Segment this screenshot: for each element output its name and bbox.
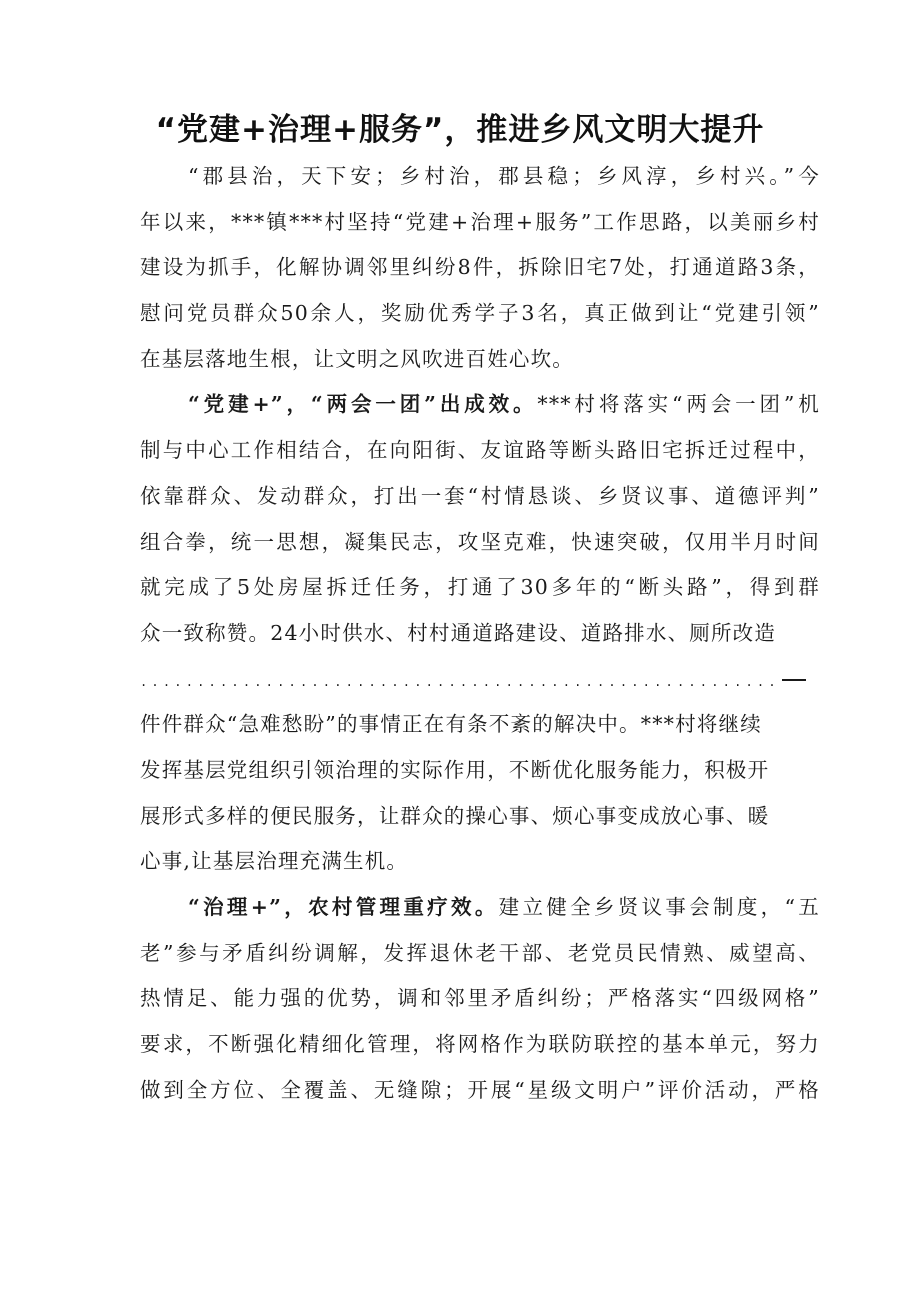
text-line: 展形式多样的便民服务，让群众的操心事、烦心事变成放心事、暖 — [140, 803, 770, 828]
paragraph-party-building — [140, 382, 820, 885]
text-line: 老”参与矛盾纠纷调解，发挥退休老干部、老党员民情熟、威望高、 — [140, 940, 820, 965]
text-line: 制与中心工作相结合，在向阳街、友谊路等断头路旧宅拆迁过程中， — [140, 438, 820, 463]
dash-mark — [782, 679, 806, 681]
text-line — [140, 382, 820, 428]
text-line: 就完成了5处房屋拆迁任务，打通了30多年的“断头路”，得到群 — [140, 575, 820, 600]
dot-leader: ........................................................ — [140, 674, 780, 689]
document-title: “党建+治理+服务”，推进乡风文明大提升 — [155, 112, 765, 148]
text-line: 慰问党员群众50余人，奖励优秀学子3名，真正做到让“党建引领” — [140, 301, 820, 326]
paragraph-heading: “治理+”，农村管理重疗效。 — [188, 895, 499, 919]
text-run: ***村将落实“两会一团”机 — [537, 392, 820, 417]
text-line: 心事,让基层治理充满生机。 — [140, 849, 409, 874]
text-line: 件件群众“急难愁盼”的事情正在有条不紊的解决中。***村将继续 — [140, 712, 762, 737]
text-line: 建设为抓手，化解协调邻里纠纷8件，拆除旧宅7处，打通道路3条， — [140, 255, 820, 280]
paragraph-heading: “党建+”，“两会一团”出成效。 — [188, 392, 538, 417]
text-line: 热情足、能力强的优势，调和邻里矛盾纠纷；严格落实“四级网格” — [140, 986, 820, 1011]
text-line: 组合拳，统一思想，凝集民志，攻坚克难，快速突破，仅用半月时间 — [140, 529, 820, 554]
text-line: 年以来，***镇***村坚持“党建+治理+服务”工作思路，以美丽乡村 — [140, 209, 820, 234]
text-line: 在基层落地生根，让文明之风吹进百姓心坎。 — [140, 346, 574, 371]
text-line: 依靠群众、发动群众，打出一套“村情恳谈、乡贤议事、道德评判” — [140, 483, 820, 508]
text-line: 发挥基层党组织引领治理的实际作用，不断优化服务能力，积极开 — [140, 757, 770, 782]
paragraph-governance — [140, 885, 820, 1113]
text-line: “郡县治，天下安；乡村治，郡县稳；乡风淳，乡村兴。”今 — [188, 164, 820, 188]
paragraph-intro — [140, 154, 820, 382]
text-line: 做到全方位、全覆盖、无缝隙；开展“星级文明户”评价活动，严格 — [140, 1077, 820, 1102]
text-run: 建立健全乡贤议事会制度，“五 — [498, 895, 820, 919]
text-line — [140, 885, 820, 931]
document-body — [140, 154, 820, 1113]
text-line: 众一致称赞。24小时供水、村村通道路建设、道路排水、厕所改造 — [140, 620, 777, 645]
dotted-line — [140, 657, 820, 703]
text-line: 要求，不断强化精细化管理，将网格作为联防联控的基本单元，努力 — [140, 1032, 820, 1057]
